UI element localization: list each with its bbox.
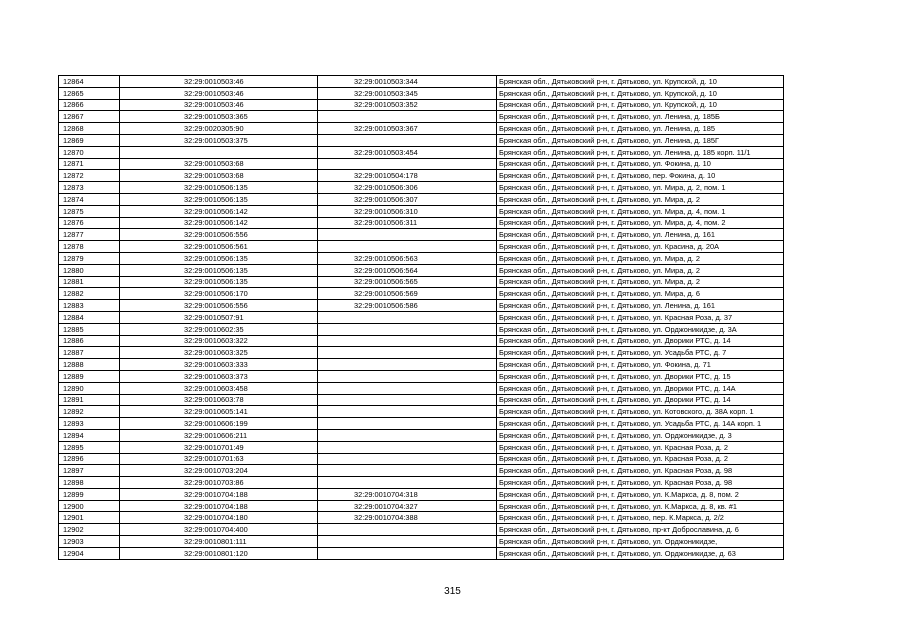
cadastral-number-cell: 32:29:0010506:135 bbox=[120, 276, 318, 288]
address-cell: Брянская обл., Дятьковский р-н, г. Дятьково, ул. Мира, д. 2 bbox=[497, 276, 784, 288]
table-row bbox=[59, 182, 784, 194]
record-number-cell: 12896 bbox=[59, 453, 120, 465]
address-cell: Брянская обл., Дятьковский р-н, г. Дятьково, ул. Ленина, д. 161 bbox=[497, 229, 784, 241]
premises-cadastral-number-cell: 32:29:0010506:311 bbox=[318, 217, 497, 229]
premises-cadastral-number-cell: 32:29:0010506:564 bbox=[318, 264, 497, 276]
cadastral-number-cell: 32:29:0010801:120 bbox=[120, 547, 318, 559]
table-row bbox=[59, 229, 784, 241]
cadastral-number-cell: 32:29:0010506:170 bbox=[120, 288, 318, 300]
cadastral-number-cell: 32:29:0010801:111 bbox=[120, 536, 318, 548]
address-cell: Брянская обл., Дятьковский р-н, г. Дятьково, ул. Красная Роза, д. 98 bbox=[497, 477, 784, 489]
premises-cadastral-number-cell bbox=[318, 134, 497, 146]
record-number-cell: 12904 bbox=[59, 547, 120, 559]
record-number-cell: 12871 bbox=[59, 158, 120, 170]
record-number-cell: 12887 bbox=[59, 347, 120, 359]
premises-cadastral-number-cell bbox=[318, 382, 497, 394]
table-row bbox=[59, 477, 784, 489]
address-cell: Брянская обл., Дятьковский р-н, г. Дятьково, ул. Ленина, д. 161 bbox=[497, 300, 784, 312]
cadastral-number-cell: 32:29:0010506:135 bbox=[120, 193, 318, 205]
table-row bbox=[59, 536, 784, 548]
cadastral-number-cell: 32:29:0020305:90 bbox=[120, 123, 318, 135]
premises-cadastral-number-cell bbox=[318, 347, 497, 359]
cadastral-number-cell: 32:29:0010606:211 bbox=[120, 429, 318, 441]
address-cell: Брянская обл., Дятьковский р-н, г. Дятьково, ул. Орджоникидзе, д. 63 bbox=[497, 547, 784, 559]
table-row bbox=[59, 406, 784, 418]
cadastral-number-cell: 32:29:0010602:35 bbox=[120, 323, 318, 335]
premises-cadastral-number-cell: 32:29:0010503:344 bbox=[318, 76, 497, 88]
cadastral-number-cell: 32:29:0010506:142 bbox=[120, 217, 318, 229]
address-cell: Брянская обл., Дятьковский р-н, г. Дятьково, ул. Ленина, д. 185Г bbox=[497, 134, 784, 146]
table-row bbox=[59, 300, 784, 312]
record-number-cell: 12891 bbox=[59, 394, 120, 406]
premises-cadastral-number-cell bbox=[318, 547, 497, 559]
table-row bbox=[59, 323, 784, 335]
premises-cadastral-number-cell bbox=[318, 323, 497, 335]
record-number-cell: 12883 bbox=[59, 300, 120, 312]
premises-cadastral-number-cell bbox=[318, 524, 497, 536]
cadastral-number-cell: 32:29:0010503:365 bbox=[120, 111, 318, 123]
table-row bbox=[59, 241, 784, 253]
table-row bbox=[59, 465, 784, 477]
address-cell: Брянская обл., Дятьковский р-н, г. Дятьково, ул. Ленина, д. 185Б bbox=[497, 111, 784, 123]
table-row bbox=[59, 87, 784, 99]
table-row bbox=[59, 359, 784, 371]
premises-cadastral-number-cell bbox=[318, 359, 497, 371]
address-cell: Брянская обл., Дятьковский р-н, г. Дятьково, ул. Мира, д. 4, пом. 2 bbox=[497, 217, 784, 229]
table-row bbox=[59, 418, 784, 430]
record-number-cell: 12901 bbox=[59, 512, 120, 524]
table-row bbox=[59, 205, 784, 217]
table-row bbox=[59, 488, 784, 500]
cadastral-number-cell: 32:29:0010701:63 bbox=[120, 453, 318, 465]
table-row bbox=[59, 276, 784, 288]
address-cell: Брянская обл., Дятьковский р-н, г. Дятьково, ул. К.Маркса, д. 8, пом. 2 bbox=[497, 488, 784, 500]
address-cell: Брянская обл., Дятьковский р-н, г. Дятьково, ул. Котовского, д. 38А корп. 1 bbox=[497, 406, 784, 418]
address-cell: Брянская обл., Дятьковский р-н, г. Дятьково, ул. Орджоникидзе, bbox=[497, 536, 784, 548]
record-number-cell: 12900 bbox=[59, 500, 120, 512]
record-number-cell: 12880 bbox=[59, 264, 120, 276]
table-row bbox=[59, 123, 784, 135]
record-number-cell: 12875 bbox=[59, 205, 120, 217]
premises-cadastral-number-cell bbox=[318, 158, 497, 170]
record-number-cell: 12886 bbox=[59, 335, 120, 347]
table-row bbox=[59, 193, 784, 205]
address-cell: Брянская обл., Дятьковский р-н, г. Дятьково, ул. Дворики РТС, д. 14 bbox=[497, 335, 784, 347]
record-number-cell: 12893 bbox=[59, 418, 120, 430]
table-row bbox=[59, 217, 784, 229]
premises-cadastral-number-cell: 32:29:0010503:367 bbox=[318, 123, 497, 135]
cadastral-number-cell: 32:29:0010605:141 bbox=[120, 406, 318, 418]
premises-cadastral-number-cell: 32:29:0010506:565 bbox=[318, 276, 497, 288]
record-number-cell: 12864 bbox=[59, 76, 120, 88]
premises-cadastral-number-cell bbox=[318, 406, 497, 418]
premises-cadastral-number-cell bbox=[318, 335, 497, 347]
premises-cadastral-number-cell bbox=[318, 229, 497, 241]
record-number-cell: 12873 bbox=[59, 182, 120, 194]
premises-cadastral-number-cell: 32:29:0010506:563 bbox=[318, 252, 497, 264]
record-number-cell: 12869 bbox=[59, 134, 120, 146]
premises-cadastral-number-cell bbox=[318, 311, 497, 323]
record-number-cell: 12898 bbox=[59, 477, 120, 489]
cadastral-number-cell: 32:29:0010701:49 bbox=[120, 441, 318, 453]
premises-cadastral-number-cell bbox=[318, 394, 497, 406]
record-number-cell: 12868 bbox=[59, 123, 120, 135]
premises-cadastral-number-cell: 32:29:0010503:454 bbox=[318, 146, 497, 158]
cadastral-number-cell: 32:29:0010503:68 bbox=[120, 158, 318, 170]
address-cell: Брянская обл., Дятьковский р-н, г. Дятьково, ул. Дворики РТС, д. 14А bbox=[497, 382, 784, 394]
record-number-cell: 12865 bbox=[59, 87, 120, 99]
table-row bbox=[59, 524, 784, 536]
premises-cadastral-number-cell: 32:29:0010506:310 bbox=[318, 205, 497, 217]
table-body bbox=[59, 76, 784, 560]
cadastral-number-cell: 32:29:0010603:333 bbox=[120, 359, 318, 371]
table-row bbox=[59, 252, 784, 264]
cadastral-number-cell: 32:29:0010506:135 bbox=[120, 264, 318, 276]
table-row bbox=[59, 429, 784, 441]
address-cell: Брянская обл., Дятьковский р-н, г. Дятьково, ул. Усадьба РТС, д. 7 bbox=[497, 347, 784, 359]
cadastral-number-cell: 32:29:0010506:561 bbox=[120, 241, 318, 253]
cadastral-number-cell: 32:29:0010703:204 bbox=[120, 465, 318, 477]
cadastral-number-cell bbox=[120, 146, 318, 158]
cadastral-number-cell: 32:29:0010603:78 bbox=[120, 394, 318, 406]
cadastral-number-cell: 32:29:0010704:400 bbox=[120, 524, 318, 536]
address-cell: Брянская обл., Дятьковский р-н, г. Дятьково, ул. Орджоникидзе, д. 3А bbox=[497, 323, 784, 335]
table-row bbox=[59, 347, 784, 359]
address-cell: Брянская обл., Дятьковский р-н, г. Дятьково, ул. Мира, д. 2, пом. 1 bbox=[497, 182, 784, 194]
table-row bbox=[59, 441, 784, 453]
record-number-cell: 12892 bbox=[59, 406, 120, 418]
record-number-cell: 12884 bbox=[59, 311, 120, 323]
record-number-cell: 12867 bbox=[59, 111, 120, 123]
address-cell: Брянская обл., Дятьковский р-н, г. Дятьково, ул. Фокина, д. 10 bbox=[497, 158, 784, 170]
address-cell: Брянская обл., Дятьковский р-н, г. Дятьково, ул. Красная Роза, д. 98 bbox=[497, 465, 784, 477]
address-cell: Брянская обл., Дятьковский р-н, г. Дятьково, ул. Фокина, д. 71 bbox=[497, 359, 784, 371]
cadastral-number-cell: 32:29:0010506:556 bbox=[120, 229, 318, 241]
table-row bbox=[59, 547, 784, 559]
record-number-cell: 12895 bbox=[59, 441, 120, 453]
table-row bbox=[59, 311, 784, 323]
address-cell: Брянская обл., Дятьковский р-н, г. Дятьково, ул. Красная Роза, д. 37 bbox=[497, 311, 784, 323]
table-row bbox=[59, 288, 784, 300]
record-number-cell: 12888 bbox=[59, 359, 120, 371]
address-cell: Брянская обл., Дятьковский р-н, г. Дятьково, ул. Мира, д. 4, пом. 1 bbox=[497, 205, 784, 217]
table-row bbox=[59, 500, 784, 512]
cadastral-number-cell: 32:29:0010506:142 bbox=[120, 205, 318, 217]
cadastral-number-cell: 32:29:0010503:68 bbox=[120, 170, 318, 182]
table-row bbox=[59, 111, 784, 123]
cadastral-number-cell: 32:29:0010503:375 bbox=[120, 134, 318, 146]
record-number-cell: 12866 bbox=[59, 99, 120, 111]
table-row bbox=[59, 453, 784, 465]
record-number-cell: 12899 bbox=[59, 488, 120, 500]
premises-cadastral-number-cell: 32:29:0010704:318 bbox=[318, 488, 497, 500]
record-number-cell: 12872 bbox=[59, 170, 120, 182]
table-row bbox=[59, 146, 784, 158]
premises-cadastral-number-cell: 32:29:0010506:586 bbox=[318, 300, 497, 312]
address-cell: Брянская обл., Дятьковский р-н, г. Дятьково, ул. Красная Роза, д. 2 bbox=[497, 441, 784, 453]
cadastral-number-cell: 32:29:0010704:188 bbox=[120, 488, 318, 500]
cadastral-number-cell: 32:29:0010507:91 bbox=[120, 311, 318, 323]
premises-cadastral-number-cell bbox=[318, 429, 497, 441]
address-cell: Брянская обл., Дятьковский р-н, г. Дятьково, ул. Крупской, д. 10 bbox=[497, 76, 784, 88]
record-number-cell: 12885 bbox=[59, 323, 120, 335]
record-number-cell: 12903 bbox=[59, 536, 120, 548]
record-number-cell: 12879 bbox=[59, 252, 120, 264]
address-cell: Брянская обл., Дятьковский р-н, г. Дятьково, ул. Мира, д. 2 bbox=[497, 252, 784, 264]
address-cell: Брянская обл., Дятьковский р-н, г. Дятьково, ул. Ленина, д. 185 bbox=[497, 123, 784, 135]
premises-cadastral-number-cell bbox=[318, 465, 497, 477]
cadastral-number-cell: 32:29:0010603:322 bbox=[120, 335, 318, 347]
address-cell: Брянская обл., Дятьковский р-н, г. Дятьково, пер. Фокина, д. 10 bbox=[497, 170, 784, 182]
cadastral-number-cell: 32:29:0010606:199 bbox=[120, 418, 318, 430]
cadastral-number-cell: 32:29:0010703:86 bbox=[120, 477, 318, 489]
table-row bbox=[59, 158, 784, 170]
premises-cadastral-number-cell: 32:29:0010704:327 bbox=[318, 500, 497, 512]
premises-cadastral-number-cell: 32:29:0010504:178 bbox=[318, 170, 497, 182]
premises-cadastral-number-cell bbox=[318, 477, 497, 489]
address-cell: Брянская обл., Дятьковский р-н, г. Дятьково, ул. Усадьба РТС, д. 14А корп. 1 bbox=[497, 418, 784, 430]
address-cell: Брянская обл., Дятьковский р-н, г. Дятьково, ул. Ленина, д. 185 корп. 11/1 bbox=[497, 146, 784, 158]
cadastral-number-cell: 32:29:0010503:46 bbox=[120, 76, 318, 88]
address-cell: Брянская обл., Дятьковский р-н, г. Дятьково, ул. Мира, д. 2 bbox=[497, 193, 784, 205]
record-number-cell: 12877 bbox=[59, 229, 120, 241]
cadastral-number-cell: 32:29:0010603:458 bbox=[120, 382, 318, 394]
address-cell: Брянская обл., Дятьковский р-н, г. Дятьково, ул. Красина, д. 20А bbox=[497, 241, 784, 253]
cadastral-number-cell: 32:29:0010603:325 bbox=[120, 347, 318, 359]
address-cell: Брянская обл., Дятьковский р-н, г. Дятьково, ул. Орджоникидзе, д. 3 bbox=[497, 429, 784, 441]
address-cell: Брянская обл., Дятьковский р-н, г. Дятьково, пр-кт Доброславина, д. 6 bbox=[497, 524, 784, 536]
record-number-cell: 12878 bbox=[59, 241, 120, 253]
cadastral-number-cell: 32:29:0010503:46 bbox=[120, 99, 318, 111]
premises-cadastral-number-cell bbox=[318, 111, 497, 123]
cadastral-number-cell: 32:29:0010506:135 bbox=[120, 182, 318, 194]
address-cell: Брянская обл., Дятьковский р-н, г. Дятьково, ул. Крупской, д. 10 bbox=[497, 87, 784, 99]
cadastral-number-cell: 32:29:0010506:135 bbox=[120, 252, 318, 264]
record-number-cell: 12874 bbox=[59, 193, 120, 205]
record-number-cell: 12902 bbox=[59, 524, 120, 536]
address-cell: Брянская обл., Дятьковский р-н, г. Дятьково, пер. К.Маркса, д. 2/2 bbox=[497, 512, 784, 524]
record-number-cell: 12897 bbox=[59, 465, 120, 477]
table-row bbox=[59, 335, 784, 347]
premises-cadastral-number-cell: 32:29:0010506:306 bbox=[318, 182, 497, 194]
cadastral-number-cell: 32:29:0010704:180 bbox=[120, 512, 318, 524]
address-cell: Брянская обл., Дятьковский р-н, г. Дятьково, ул. К.Маркса, д. 8, кв. #1 bbox=[497, 500, 784, 512]
premises-cadastral-number-cell: 32:29:0010506:569 bbox=[318, 288, 497, 300]
address-cell: Брянская обл., Дятьковский р-н, г. Дятьково, ул. Дворики РТС, д. 14 bbox=[497, 394, 784, 406]
address-cell: Брянская обл., Дятьковский р-н, г. Дятьково, ул. Мира, д. 6 bbox=[497, 288, 784, 300]
address-cell: Брянская обл., Дятьковский р-н, г. Дятьково, ул. Красная Роза, д. 2 bbox=[497, 453, 784, 465]
cadastral-number-cell: 32:29:0010506:556 bbox=[120, 300, 318, 312]
record-number-cell: 12889 bbox=[59, 370, 120, 382]
record-number-cell: 12882 bbox=[59, 288, 120, 300]
table-row bbox=[59, 264, 784, 276]
record-number-cell: 12876 bbox=[59, 217, 120, 229]
address-cell: Брянская обл., Дятьковский р-н, г. Дятьково, ул. Крупской, д. 10 bbox=[497, 99, 784, 111]
premises-cadastral-number-cell: 32:29:0010506:307 bbox=[318, 193, 497, 205]
premises-cadastral-number-cell: 32:29:0010503:345 bbox=[318, 87, 497, 99]
page-number: 315 bbox=[444, 586, 461, 597]
table-row bbox=[59, 76, 784, 88]
address-cell: Брянская обл., Дятьковский р-н, г. Дятьково, ул. Дворики РТС, д. 15 bbox=[497, 370, 784, 382]
premises-cadastral-number-cell bbox=[318, 536, 497, 548]
record-number-cell: 12881 bbox=[59, 276, 120, 288]
record-number-cell: 12894 bbox=[59, 429, 120, 441]
premises-cadastral-number-cell bbox=[318, 441, 497, 453]
cadastral-number-cell: 32:29:0010503:46 bbox=[120, 87, 318, 99]
table-row bbox=[59, 99, 784, 111]
premises-cadastral-number-cell bbox=[318, 370, 497, 382]
cadastral-number-cell: 32:29:0010704:188 bbox=[120, 500, 318, 512]
record-number-cell: 12870 bbox=[59, 146, 120, 158]
records-table bbox=[58, 75, 784, 560]
premises-cadastral-number-cell bbox=[318, 241, 497, 253]
table-row bbox=[59, 134, 784, 146]
premises-cadastral-number-cell: 32:29:0010704:388 bbox=[318, 512, 497, 524]
address-cell: Брянская обл., Дятьковский р-н, г. Дятьково, ул. Мира, д. 2 bbox=[497, 264, 784, 276]
premises-cadastral-number-cell bbox=[318, 418, 497, 430]
table-row bbox=[59, 382, 784, 394]
table-row bbox=[59, 370, 784, 382]
table-row bbox=[59, 394, 784, 406]
cadastral-number-cell: 32:29:0010603:373 bbox=[120, 370, 318, 382]
premises-cadastral-number-cell bbox=[318, 453, 497, 465]
table-row bbox=[59, 512, 784, 524]
table-row bbox=[59, 170, 784, 182]
premises-cadastral-number-cell: 32:29:0010503:352 bbox=[318, 99, 497, 111]
record-number-cell: 12890 bbox=[59, 382, 120, 394]
